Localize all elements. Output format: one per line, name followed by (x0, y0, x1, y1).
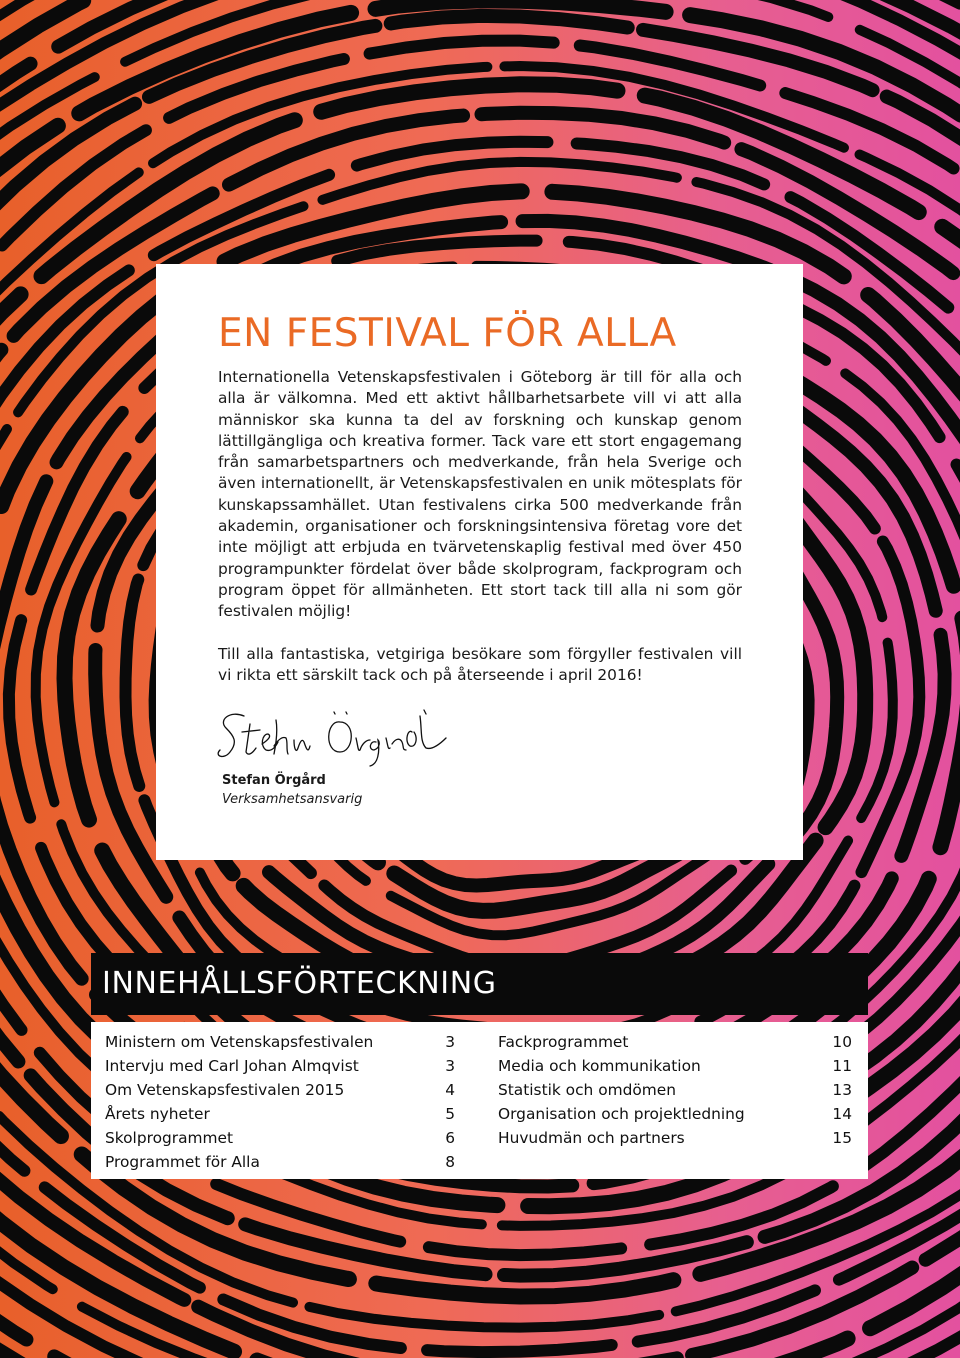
intro-title: EN FESTIVAL FÖR ALLA (218, 311, 677, 356)
toc-entry-label: Skolprogrammet (105, 1129, 234, 1147)
toc-row (498, 1030, 852, 1054)
toc-entry-page: 5 (445, 1105, 455, 1123)
toc-entry-label: Huvudmän och partners (498, 1129, 685, 1147)
toc-entry-label: Organisation och projektledning (498, 1105, 745, 1123)
toc-heading: INNEHÅLLSFÖRTECKNING (91, 953, 868, 1015)
toc-left-column (105, 1030, 455, 1174)
toc-entry-label: Ministern om Vetenskapsfestivalen (105, 1033, 374, 1051)
intro-paragraph: Internationella Vetenskapsfestivalen i Göteborg är till för alla och alla är välkomna. Med ett aktivt hållbarhetsarbete vill vi att alla människor ska kunna ta del av forskning och kunskap genom lättillgängliga och kreativa former. Tack vare ett stort engagemang från samarbetspartners och medverkande, från hela Sverige och även internationellt, är Vetenskapsfestivalen en unik mötesplats för kunskapssamhället. Utan festivalens cirka 500 medverkande från akademin, organisationer och forskningsintensiva företag vore det inte möjligt att erbjuda en tvärvetenskaplig festival med över 450 programpunkter fördelat över både skolprogram, fackprogram och program öppet för allmänheten. Ett stort tack till alla ni som gör festivalen möjlig! (218, 368, 742, 621)
toc-right-column (498, 1030, 852, 1150)
toc-row (498, 1126, 852, 1150)
signer-role: Verksamhetsansvarig (222, 792, 363, 807)
toc-row (498, 1078, 852, 1102)
toc-entry-label: Intervju med Carl Johan Almqvist (105, 1057, 359, 1075)
toc-entry-label: Årets nyheter (105, 1105, 210, 1123)
toc-entry-label: Programmet för Alla (105, 1153, 260, 1171)
toc-entry-label: Om Vetenskapsfestivalen 2015 (105, 1081, 345, 1099)
toc-entry-page: 8 (445, 1153, 455, 1171)
toc-entry-page: 14 (832, 1105, 852, 1123)
toc-row (498, 1102, 852, 1126)
toc-table (91, 1022, 868, 1179)
closing-paragraph: Till alla fantastiska, vetgiriga besökare som förgyller festivalen vill vi rikta ett särskilt tack och på återseende i april 2016! (218, 644, 742, 684)
toc-row (498, 1054, 852, 1078)
toc-row (105, 1030, 455, 1054)
toc-entry-label: Statistik och omdömen (498, 1081, 677, 1099)
toc-row (105, 1078, 455, 1102)
signer-name: Stefan Örgård (222, 773, 326, 788)
toc-entry-page: 10 (832, 1033, 852, 1051)
toc-row (105, 1054, 455, 1078)
intro-card (156, 264, 803, 860)
toc-row (105, 1126, 455, 1150)
toc-row (105, 1102, 455, 1126)
toc-entry-page: 11 (832, 1057, 852, 1075)
toc-entry-label: Media och kommunikation (498, 1057, 701, 1075)
toc-entry-page: 3 (445, 1033, 455, 1051)
toc-entry-page: 13 (832, 1081, 852, 1099)
toc-entry-page: 3 (445, 1057, 455, 1075)
toc-entry-page: 4 (445, 1081, 455, 1099)
toc-entry-label: Fackprogrammet (498, 1033, 629, 1051)
toc-entry-page: 6 (445, 1129, 455, 1147)
signature (216, 702, 456, 770)
toc-row (105, 1150, 455, 1174)
toc-entry-page: 15 (832, 1129, 852, 1147)
